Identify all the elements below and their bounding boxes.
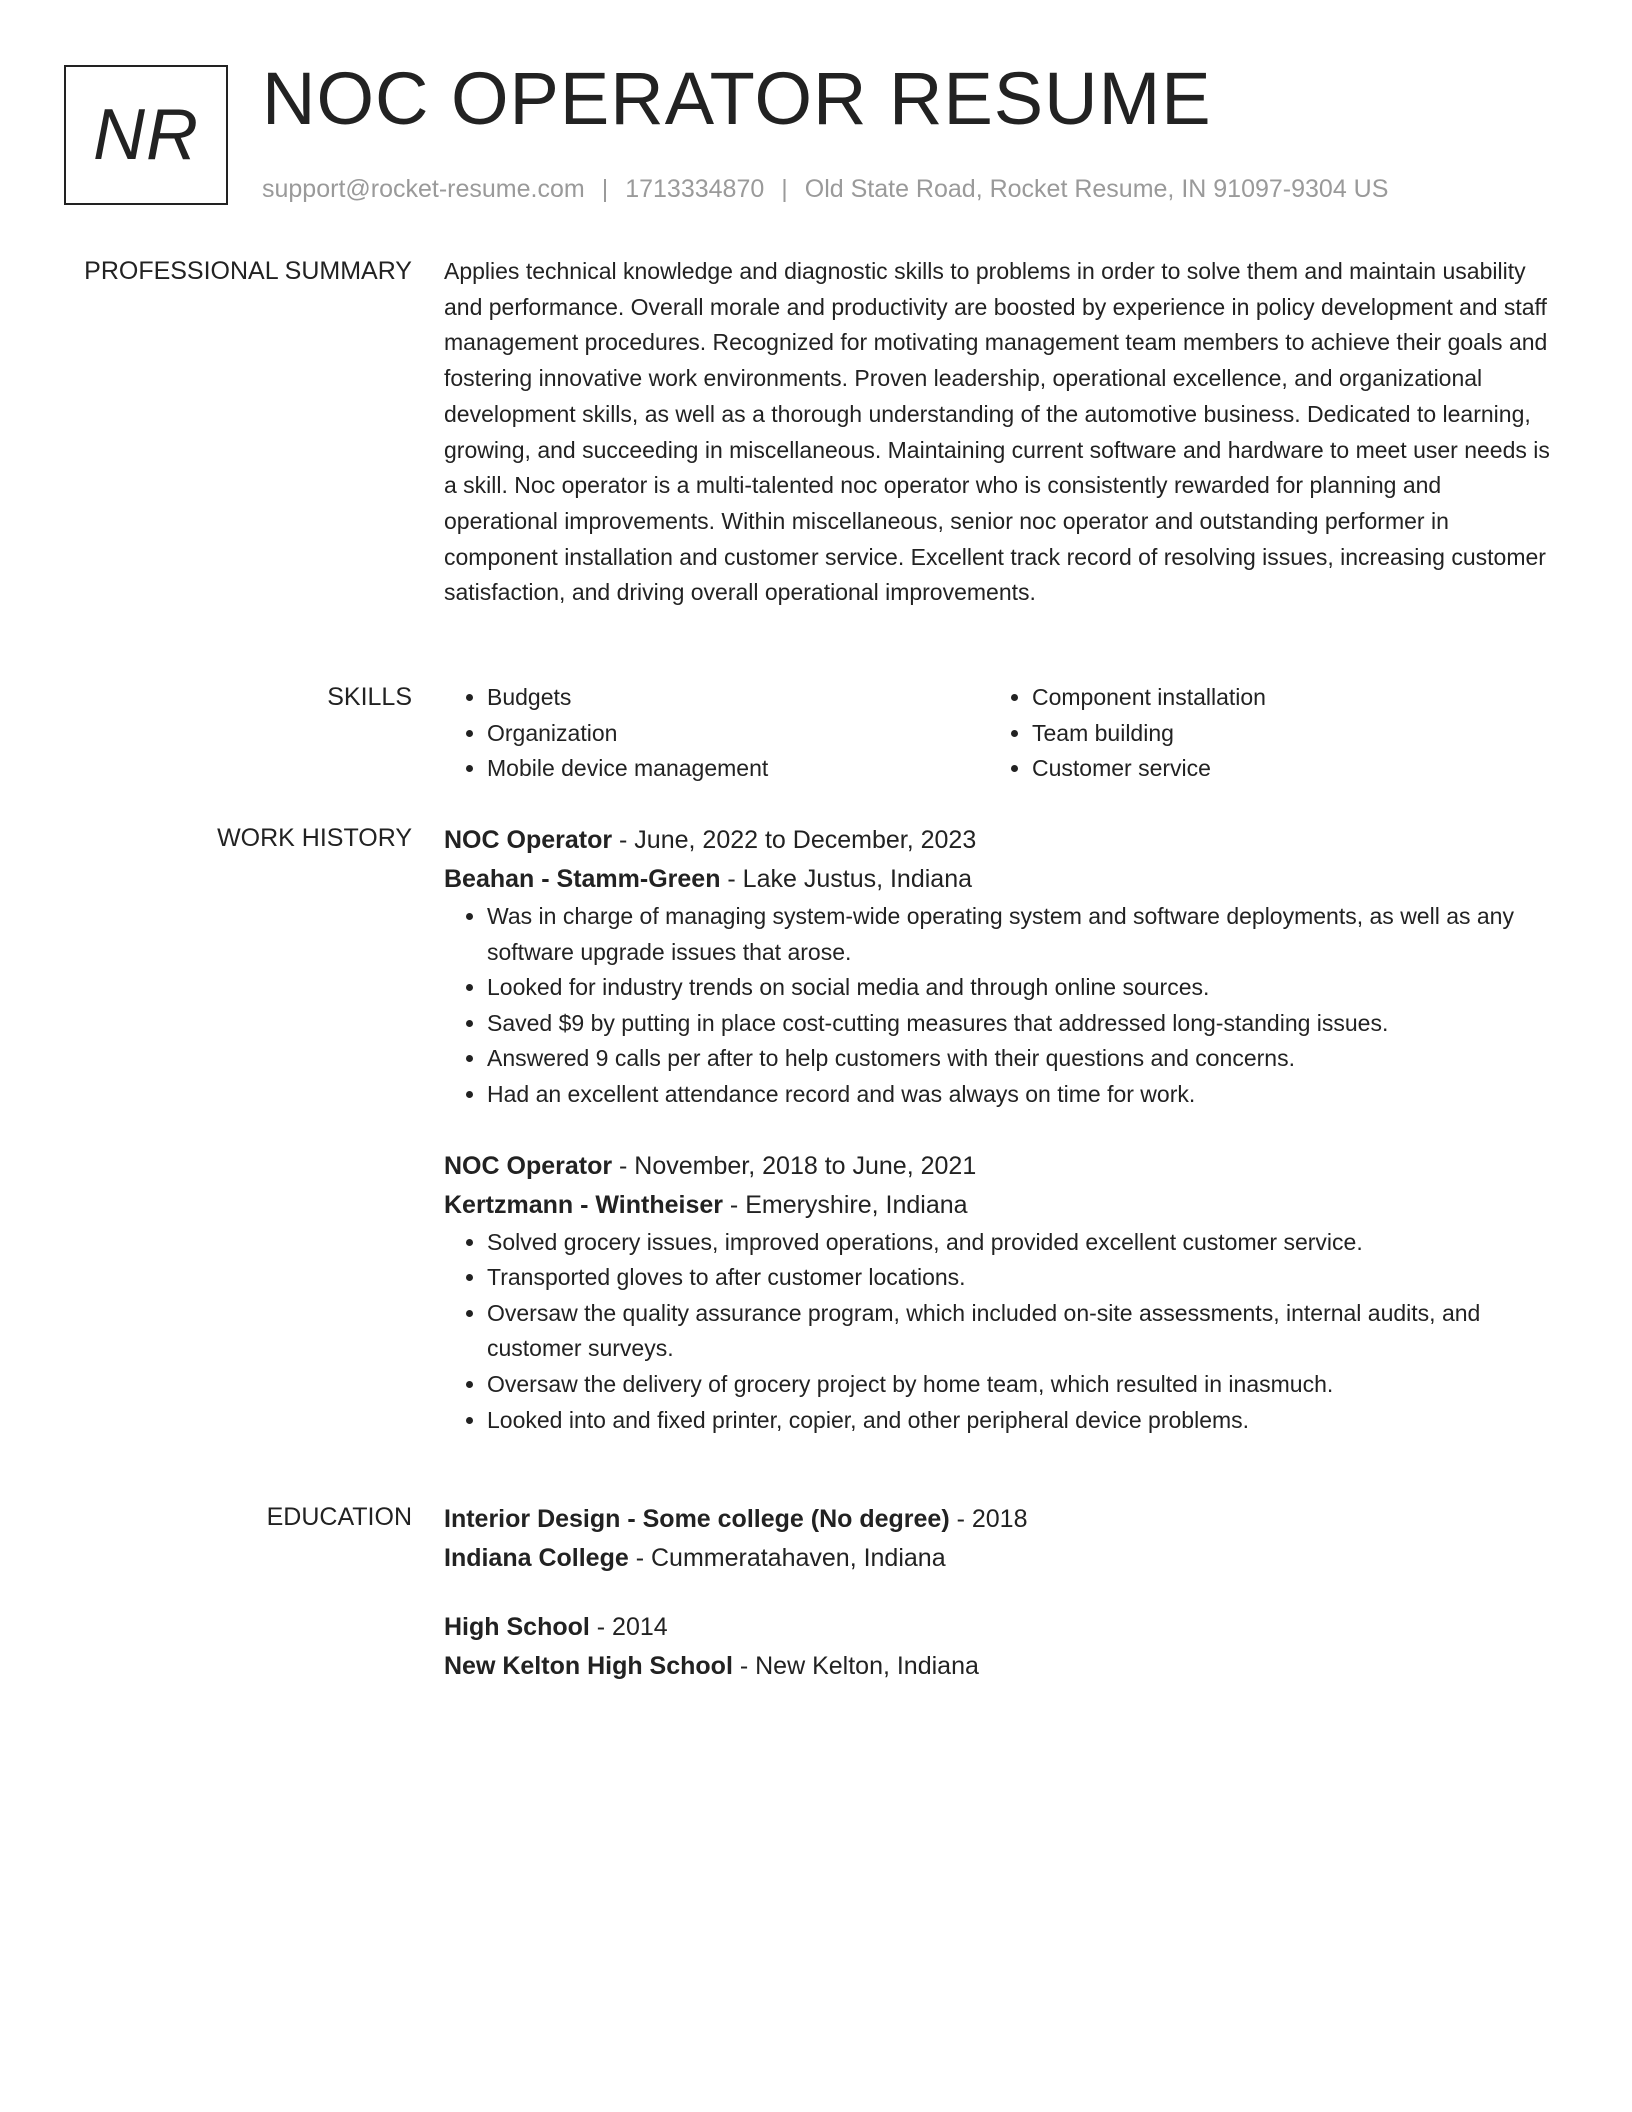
education-year: - 2014 xyxy=(589,1613,668,1641)
section-heading-summary: PROFESSIONAL SUMMARY xyxy=(84,257,412,285)
job-title-line xyxy=(444,821,1560,860)
job-bullet: • Solved grocery issues, improved operations, and provided excellent customer service. xyxy=(487,1225,1560,1261)
section-heading-work-history: WORK HISTORY xyxy=(217,824,412,852)
education-degree: Interior Design - Some college (No degree) xyxy=(444,1505,950,1533)
job-bullet: • Answered 9 calls per after to help customers with their questions and concerns. xyxy=(487,1041,1560,1077)
section-heading-education: EDUCATION xyxy=(266,1503,412,1531)
summary-text: Applies technical knowledge and diagnostic skills to problems in order to solve them and maintain usability and performance. Overall morale and productivity are boosted by experience in policy development and staff management procedures. Recognized for motivating management team members to achieve their goals and fostering innovative work environments. Proven leadership, operational excellence, and organizational development skills, as well as a thorough understanding of the automotive business. Dedicated to learning, growing, and succeeding in miscellaneous. Maintaining current software and hardware to meet user needs is a skill. Noc operator is a multi-talented noc operator who is consistently rewarded for planning and operational improvements. Within miscellaneous, senior noc operator and outstanding performer in component installation and customer service. Excellent track record of resolving issues, increasing customer satisfaction, and driving overall operational improvements. xyxy=(444,258,1550,606)
education-degree-line xyxy=(444,1608,1560,1647)
skill-item: • Customer service xyxy=(1032,751,1534,787)
job-entry xyxy=(444,821,1560,1113)
education-location: - New Kelton, Indiana xyxy=(732,1652,979,1680)
education-school-line xyxy=(444,1539,1560,1578)
skill-item: • Budgets xyxy=(487,680,989,716)
job-location: - Lake Justus, Indiana xyxy=(720,865,973,893)
job-bullet: • Oversaw the delivery of grocery project by home team, which resulted in inasmuch. xyxy=(487,1367,1560,1403)
job-bullet: • Looked into and fixed printer, copier, and other peripheral device problems. xyxy=(487,1403,1560,1439)
job-location: - Emeryshire, Indiana xyxy=(722,1190,968,1219)
job-bullet: • Was in charge of managing system-wide operating system and software deployments, as well as any software upgrade issues that arose. xyxy=(487,899,1560,970)
education-degree-line xyxy=(444,1500,1560,1539)
job-bullet: • Transported gloves to after customer locations. xyxy=(487,1260,1560,1296)
summary-body xyxy=(444,254,1560,611)
skills-grid xyxy=(444,680,1560,787)
job-title: NOC Operator xyxy=(444,1151,613,1180)
education-location: - Cummeratahaven, Indiana xyxy=(628,1544,946,1572)
section-heading-skills: SKILLS xyxy=(327,683,412,711)
job-entry xyxy=(444,1147,1560,1439)
job-bullet: • Oversaw the quality assurance program, which included on-site assessments, internal audits, and customer surveys. xyxy=(487,1296,1560,1367)
skill-item: • Component installation xyxy=(1032,680,1534,716)
job-dates: - November, 2018 to June, 2021 xyxy=(612,1151,977,1180)
job-bullet: • Saved $9 by putting in place cost-cutting measures that addressed long-standing issues. xyxy=(487,1006,1560,1042)
resume-title: NOC OPERATOR RESUME xyxy=(262,57,1212,140)
job-dates: - June, 2022 to December, 2023 xyxy=(612,826,977,854)
monogram-initials: NR xyxy=(93,95,199,175)
skills-column-left xyxy=(444,680,989,787)
education-school: Indiana College xyxy=(444,1544,629,1572)
education-year: - 2018 xyxy=(949,1505,1028,1533)
work-history-body xyxy=(444,821,1560,1438)
education-entry xyxy=(444,1500,1560,1578)
education-degree: High School xyxy=(444,1613,590,1641)
job-company: Kertzmann - Wintheiser xyxy=(444,1190,723,1219)
education-entry xyxy=(444,1608,1560,1686)
job-company: Beahan - Stamm-Green xyxy=(444,865,721,893)
job-company-line xyxy=(444,860,1560,899)
education-school-line xyxy=(444,1647,1560,1686)
monogram-box xyxy=(64,65,228,205)
contact-phone: 1713334870 xyxy=(625,175,765,203)
contact-address: Old State Road, Rocket Resume, IN 91097-9304 US xyxy=(804,175,1389,203)
job-bullet-list xyxy=(444,899,1560,1113)
contact-separator: | xyxy=(781,175,788,203)
skill-item: • Team building xyxy=(1032,716,1534,752)
job-bullet: • Had an excellent attendance record and was always on time for work. xyxy=(487,1077,1560,1113)
contact-email: support@rocket-resume.com xyxy=(262,175,585,203)
job-bullet-list xyxy=(444,1225,1560,1439)
job-title: NOC Operator xyxy=(444,826,613,854)
education-body xyxy=(444,1500,1560,1686)
contact-line xyxy=(262,174,1388,204)
skill-item: • Mobile device management xyxy=(487,751,989,787)
job-bullet: • Looked for industry trends on social media and through online sources. xyxy=(487,970,1560,1006)
skill-item: • Organization xyxy=(487,716,989,752)
education-school: New Kelton High School xyxy=(444,1652,733,1680)
contact-separator: | xyxy=(601,175,609,203)
job-company-line xyxy=(444,1186,1560,1225)
skills-column-right xyxy=(989,680,1534,787)
job-title-line xyxy=(444,1147,1560,1186)
